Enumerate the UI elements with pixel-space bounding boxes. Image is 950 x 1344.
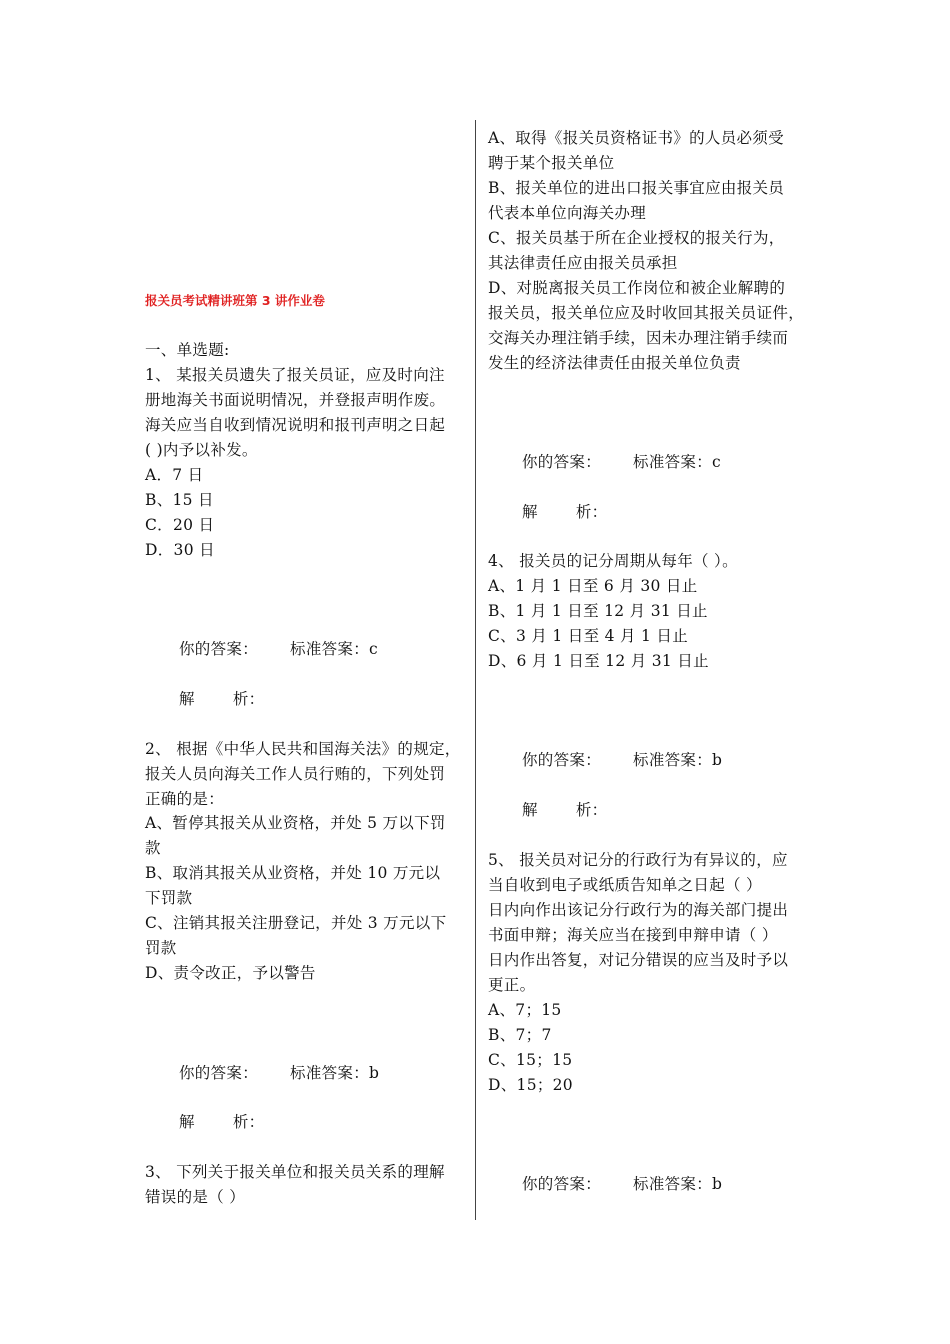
question-text-line: 2、 根据《中华人民共和国海关法》的规定，	[145, 740, 461, 758]
question-text-line: 1、 某报关员遗失了报关员证，应及时向注	[145, 366, 445, 384]
your-answer-label: 你的答案：	[522, 1175, 602, 1193]
question-text-line: 错误的是（ ）	[145, 1188, 246, 1206]
option-a: A．7 日	[145, 466, 204, 484]
option-d-cont: 交海关办理注销手续，因未办理注销手续而	[488, 329, 789, 347]
option-a: A、1 月 1 日至 6 月 30 日止	[488, 577, 698, 595]
option-a: A、7；15	[488, 1001, 562, 1019]
answer-row	[179, 639, 378, 659]
question-text-line: 报关人员向海关工作人员行贿的，下列处罚	[145, 765, 446, 783]
answer-row	[179, 1063, 379, 1083]
analysis-label: 解	[522, 503, 538, 521]
analysis-label: 解	[179, 690, 195, 708]
answer-row	[522, 1174, 722, 1194]
option-b-cont: 代表本单位向海关办理	[488, 204, 647, 222]
option-c: C、15；15	[488, 1051, 573, 1069]
question-text-line: 当自收到电子或纸质告知单之日起（ ）	[488, 876, 762, 894]
option-d: D、15；20	[488, 1076, 573, 1094]
question-text-line: 海关应当自收到情况说明和报刊声明之日起	[145, 416, 446, 434]
answer-row	[522, 452, 721, 472]
analysis-label-2: 析：	[232, 690, 265, 708]
question-text-line: 册地海关书面说明情况，并登报声明作废。	[145, 391, 446, 409]
analysis-row	[522, 502, 607, 522]
analysis-label: 解	[179, 1113, 195, 1131]
option-d: D、对脱离报关员工作岗位和被企业解聘的	[488, 279, 786, 297]
option-d-cont: 发生的经济法律责任由报关单位负责	[488, 354, 741, 372]
standard-answer-value: b	[712, 1175, 723, 1193]
standard-answer-value: c	[369, 640, 379, 658]
option-b: B、1 月 1 日至 12 月 31 日止	[488, 602, 708, 620]
standard-answer-label: 标准答案：	[633, 453, 713, 471]
question-text-line: 更正。	[488, 976, 536, 994]
analysis-label-2: 析：	[575, 503, 608, 521]
analysis-label-2: 析：	[232, 1113, 265, 1131]
option-d: D．30 日	[145, 541, 215, 559]
question-text-line: 日内向作出该记分行政行为的海关部门提出	[488, 901, 789, 919]
answer-row	[522, 750, 722, 770]
your-answer-label: 你的答案：	[522, 453, 602, 471]
your-answer-label: 你的答案：	[522, 751, 602, 769]
option-c-cont: 其法律责任应由报关员承担	[488, 254, 678, 272]
option-a: A、取得《报关员资格证书》的人员必须受	[488, 129, 784, 147]
question-text-line: 3、 下列关于报关单位和报关员关系的理解	[145, 1163, 445, 1181]
standard-answer-label: 标准答案：	[290, 1064, 370, 1082]
question-text-line: 正确的是：	[145, 790, 225, 808]
your-answer-label: 你的答案：	[179, 640, 259, 658]
option-b: B、7；7	[488, 1026, 552, 1044]
option-a-cont: 聘于某个报关单位	[488, 154, 615, 172]
standard-answer-value: c	[712, 453, 722, 471]
analysis-label: 解	[522, 801, 538, 819]
column-divider	[475, 120, 476, 1220]
option-b: B、取消其报关从业资格，并处 10 万元以	[145, 864, 441, 882]
analysis-label-2: 析：	[575, 801, 608, 819]
option-b-cont: 下罚款	[145, 889, 193, 907]
option-d-cont: 报关员，报关单位应及时收回其报关员证件，	[488, 304, 805, 322]
section-heading: 一、单选题:	[145, 341, 230, 359]
analysis-row	[522, 800, 607, 820]
page-title: 报关员考试精讲班第 3 讲作业卷	[145, 293, 325, 308]
option-c: C、报关员基于所在企业授权的报关行为，	[488, 229, 785, 247]
analysis-row	[179, 689, 264, 709]
option-a-cont: 款	[145, 839, 161, 857]
option-c: C．20 日	[145, 516, 215, 534]
analysis-row	[179, 1112, 264, 1132]
option-b: B、报关单位的进出口报关事宜应由报关员	[488, 179, 785, 197]
option-d: D、责令改正，予以警告	[145, 964, 316, 982]
option-c: C、注销其报关注册登记，并处 3 万元以下	[145, 914, 447, 932]
standard-answer-label: 标准答案：	[633, 751, 713, 769]
question-text-line: 日内作出答复，对记分错误的应当及时予以	[488, 951, 789, 969]
question-text-line: ( )内予以补发。	[145, 441, 258, 459]
question-text-line: 4、 报关员的记分周期从每年（ ）。	[488, 552, 738, 570]
option-c: C、3 月 1 日至 4 月 1 日止	[488, 627, 688, 645]
option-b: B、15 日	[145, 491, 214, 509]
question-text-line: 5、 报关员对记分的行政行为有异议的，应	[488, 851, 788, 869]
option-c-cont: 罚款	[145, 939, 177, 957]
standard-answer-label: 标准答案：	[633, 1175, 713, 1193]
standard-answer-value: b	[712, 751, 723, 769]
option-d: D、6 月 1 日至 12 月 31 日止	[488, 652, 709, 670]
standard-answer-value: b	[369, 1064, 380, 1082]
question-text-line: 书面申辩；海关应当在接到申辩申请（ ）	[488, 926, 778, 944]
option-a: A、暂停其报关从业资格，并处 5 万以下罚	[145, 814, 446, 832]
your-answer-label: 你的答案：	[179, 1064, 259, 1082]
standard-answer-label: 标准答案：	[290, 640, 370, 658]
